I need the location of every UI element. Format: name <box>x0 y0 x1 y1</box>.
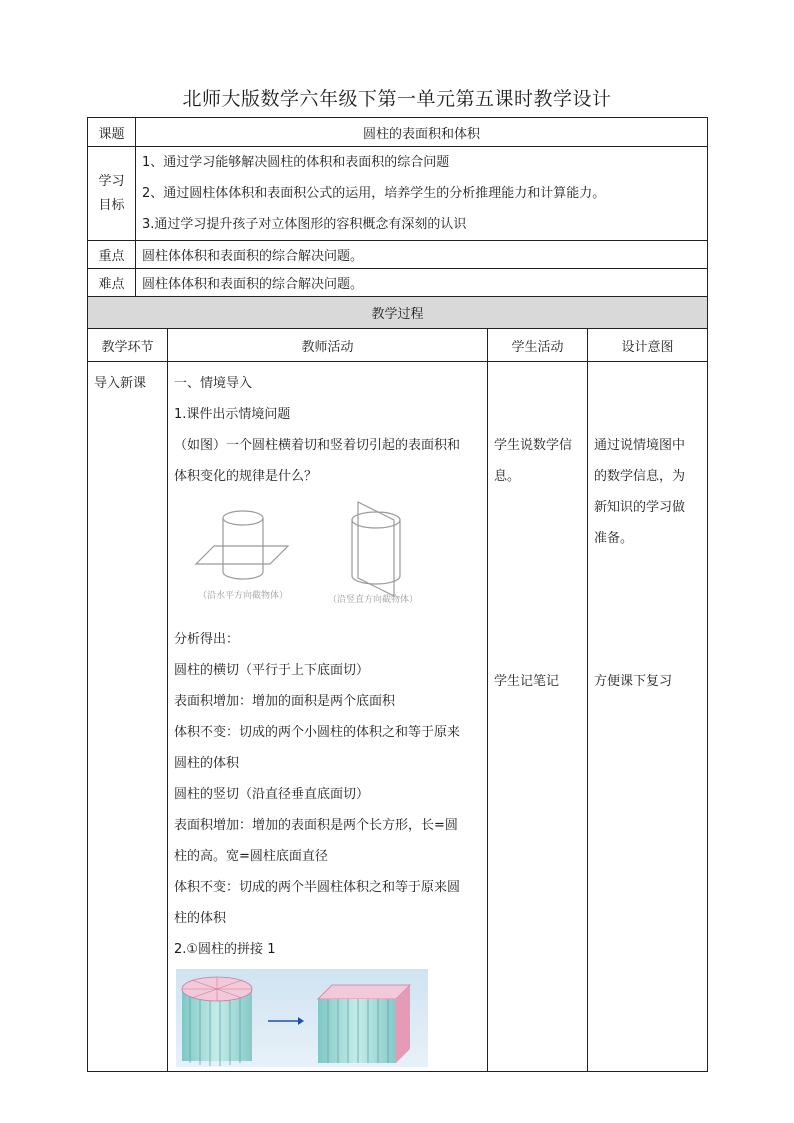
key-point-value: 圆柱体体积和表面积的综合解决问题。 <box>136 241 708 269</box>
process-columns-row <box>88 329 708 362</box>
goals-label-line1: 学习 <box>98 173 125 189</box>
horizontal-plane <box>196 546 288 564</box>
intent-line: 准备。 <box>594 531 634 546</box>
column-header-teacher: 教师活动 <box>168 329 488 362</box>
key-point-row <box>88 241 708 269</box>
analysis-line: 2.①圆柱的拼接 1 <box>174 942 276 957</box>
goal-item: 1、通过学习能够解决圆柱的体积和表面积的综合问题 <box>142 155 450 170</box>
teacher-line: 一、情境导入 <box>174 376 253 391</box>
analysis-line: 圆柱的横切（平行于上下底面切） <box>174 663 370 678</box>
process-row-intro <box>88 362 708 1072</box>
analysis-line: 圆柱的竖切（沿直径垂直底面切） <box>174 787 370 802</box>
teacher-line: 1.课件出示情境问题 <box>174 407 291 422</box>
difficulty-row <box>88 269 708 297</box>
topic-label: 课题 <box>88 118 136 147</box>
student-line: 学生记笔记 <box>494 674 560 689</box>
analysis-line: 分析得出： <box>174 632 240 647</box>
student-activity-cell <box>488 362 588 1072</box>
column-header-student: 学生活动 <box>488 329 588 362</box>
analysis-line: 表面积增加：增加的表面积是两个长方形，长=圆 <box>174 818 458 833</box>
goals-label <box>88 147 136 241</box>
cylinder-splice-illustration <box>176 969 428 1067</box>
cylinder-cut-illustration <box>178 498 478 608</box>
column-header-intent: 设计意图 <box>588 329 708 362</box>
analysis-line: 表面积增加：增加的面积是两个底面积 <box>174 694 396 709</box>
figure-caption-horizontal: （沿水平方向截物体） <box>198 591 289 601</box>
intent-line: 的数学信息，为 <box>594 469 686 484</box>
topic-value: 圆柱的表面积和体积 <box>136 118 708 147</box>
topic-row <box>88 118 708 147</box>
cylinder-splice-figure <box>176 969 481 1071</box>
goals-label-line2: 目标 <box>98 197 125 213</box>
difficulty-value: 圆柱体体积和表面积的综合解决问题。 <box>136 269 708 297</box>
teacher-line: 体积变化的规律是什么？ <box>174 469 318 484</box>
teacher-line: （如图）一个圆柱横着切和竖着切引起的表面积和 <box>174 438 461 453</box>
process-header-row <box>88 297 708 329</box>
student-line: 息。 <box>494 469 521 484</box>
goal-item: 3.通过学习提升孩子对立体图形的容积概念有深刻的认识 <box>142 217 467 232</box>
student-line: 学生说数学信 <box>494 438 573 453</box>
goals-row <box>88 147 708 241</box>
analysis-line: 体积不变：切成的两个小圆柱的体积之和等于原来 <box>174 725 461 740</box>
intent-line: 通过说情境图中 <box>594 438 686 453</box>
teacher-activity-cell <box>168 362 488 1072</box>
stage-label: 导入新课 <box>94 376 147 391</box>
design-intent-cell <box>588 362 708 1072</box>
intent-line: 方便课下复习 <box>594 674 673 689</box>
analysis-line: 体积不变：切成的两个半圆柱体积之和等于原来圆 <box>174 880 461 895</box>
stage-cell <box>88 362 168 1072</box>
intent-line: 新知识的学习做 <box>594 500 686 515</box>
document-title: 北师大版数学六年级下第一单元第五课时教学设计 <box>182 88 612 110</box>
lesson-plan-table <box>87 117 708 1072</box>
analysis-line: 柱的体积 <box>174 911 227 926</box>
analysis-line: 圆柱的体积 <box>174 756 240 771</box>
figure-caption-vertical: （沿竖直方向截物体） <box>328 595 419 605</box>
cutting-figure <box>178 498 481 612</box>
process-header: 教学过程 <box>88 297 708 329</box>
difficulty-label: 难点 <box>88 269 136 297</box>
cylinder-top <box>223 511 263 525</box>
analysis-line: 柱的高。宽=圆柱底面直径 <box>174 849 328 864</box>
key-point-label: 重点 <box>88 241 136 269</box>
goal-item: 2、通过圆柱体体积和表面积公式的运用，培养学生的分析推理能力和计算能力。 <box>142 186 606 201</box>
goals-content <box>136 147 708 241</box>
column-header-stage: 教学环节 <box>88 329 168 362</box>
vertical-plane <box>358 502 394 596</box>
